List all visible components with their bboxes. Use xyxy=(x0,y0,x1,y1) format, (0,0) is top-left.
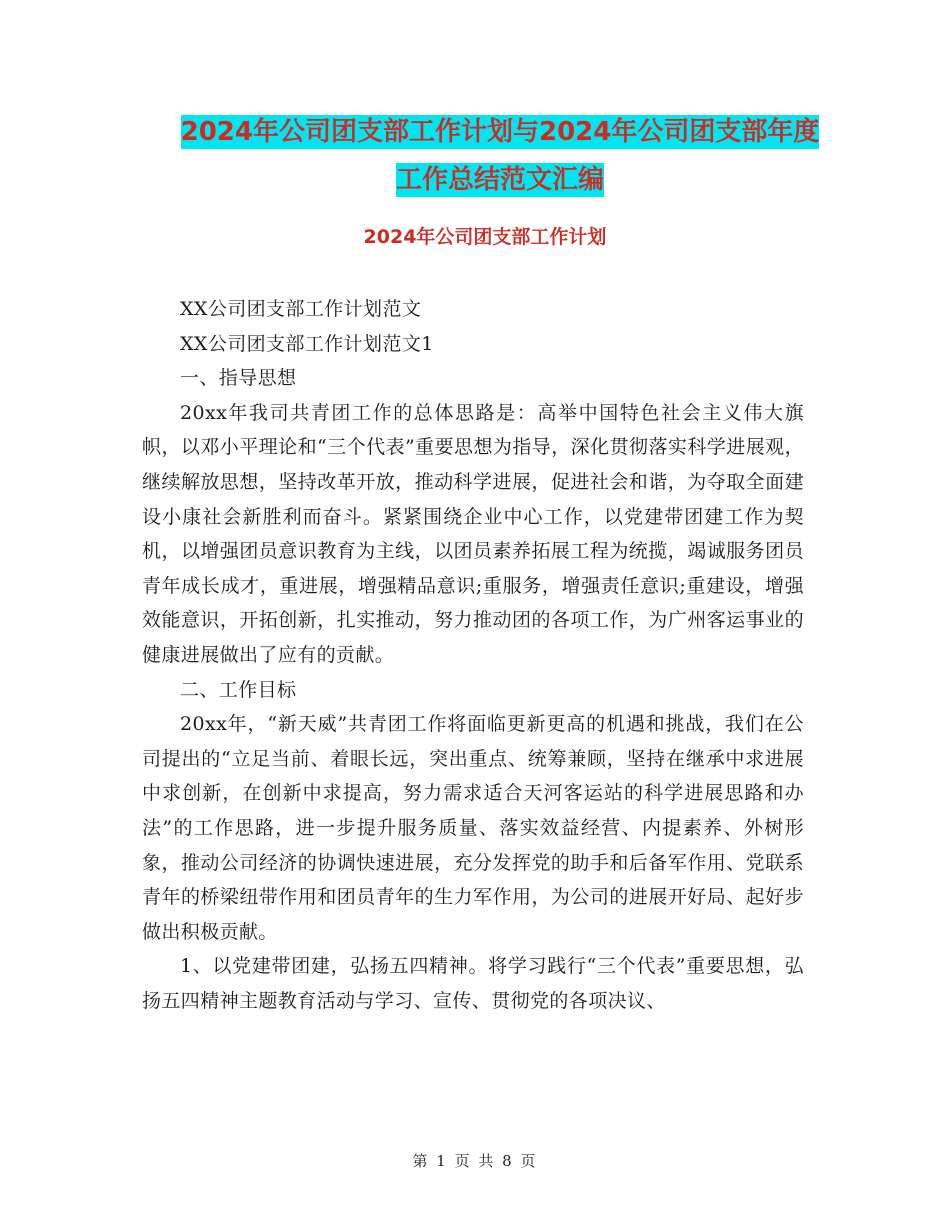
paragraph: XX公司团支部工作计划范文1 xyxy=(180,332,434,355)
document-body xyxy=(142,292,804,1018)
paragraph: 20xx年我司共青团工作的总体思路是：高举中国特色社会主义伟大旗帜，以邓小平理论和“三个代表”重要思想为指导，深化贯彻落实科学进展观，继续解放思想，坚持改革开放，推动科学进展，促进社会和谐，为夺取全面建设小康社会新胜利而奋斗。紧紧围绕企业中心工作，以党建带团建工作为契机，以增强团员意识教育为主线，以团员素养拓展工程为统揽，竭诚服务团员青年成长成才，重进展，增强精品意识;重服务，增强责任意识;重建设，增强效能意识，开拓创新，扎实推动，努力推动团的各项工作，为广州客运事业的健康进展做出了应有的贡献。 xyxy=(142,401,804,666)
paragraph: 二、工作目标 xyxy=(180,678,297,701)
document-title-line-2: 工作总结范文汇编 xyxy=(395,165,604,195)
paragraph: 1、以党建带团建，弘扬五四精神。将学习践行“三个代表”重要思想，弘扬五四精神主题教育活动与学习、宣传、贯彻党的各项决议、 xyxy=(142,955,804,1012)
page-footer: 第 1 页 共 8 页 xyxy=(412,1152,538,1170)
paragraph: 一、指导思想 xyxy=(180,367,297,390)
paragraph: 20xx年，“新天威”共青团工作将面临更新更高的机遇和挑战，我们在公司提出的“立足当前、着眼长远，突出重点、统筹兼顾，坚持在继承中求进展中求创新，在创新中求提高，努力需求适合天河客运站的科学进展思路和办法”的工作思路，进一步提升服务质量、落实效益经营、内提素养、外树形象，推动公司经济的协调快速进展，充分发挥党的助手和后备军作用、党联系青年的桥梁纽带作用和团员青年的生力军作用，为公司的进展开好局、起好步做出积极贡献。 xyxy=(142,713,804,943)
document-title xyxy=(140,108,860,204)
section-title: 2024年公司团支部工作计划 xyxy=(363,226,607,248)
document-title-line-1: 2024年公司团支部工作计划与2024年公司团支部年度 xyxy=(180,117,820,147)
paragraph: XX公司团支部工作计划范文 xyxy=(180,298,422,320)
